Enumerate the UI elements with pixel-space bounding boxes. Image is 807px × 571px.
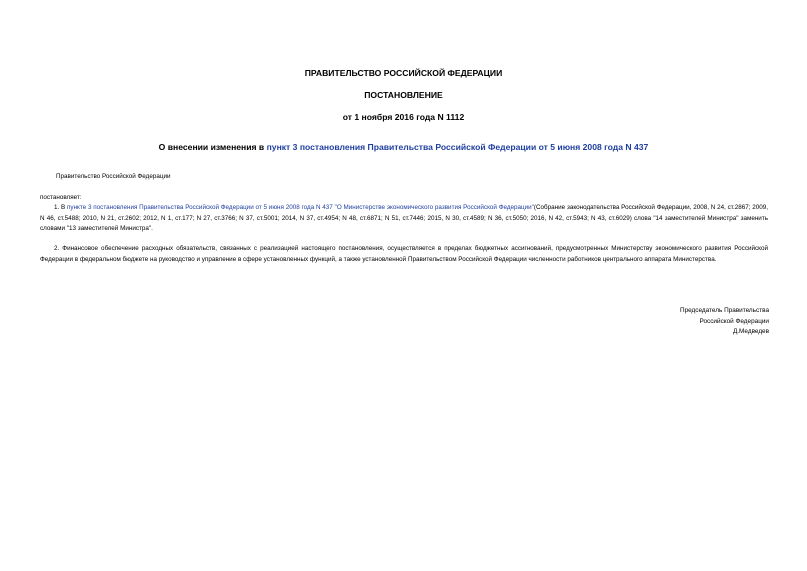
- subject-heading: [0, 142, 807, 153]
- paragraph-1-text: (Собрание законодательства Российской Федерации, 2008, N 24, ст.2867; 2009, N 46, ст.5488; 2010, N 21, ст.2602; 2012, N 1, ст.177; N 27, ст.3766; N 37, ст.5001; 2014, N 37, ст.4954; N 48, ст.6871; N 51, ст.7446; 2015, N 30, ст.4589; N 36, ст.5050; 2016, N 42, ст.5943; N 43, ст.6029) слова "14 заместителей Министра" заменить словами "13 заместителей Министра".: [40, 204, 768, 233]
- subject-reference-link[interactable]: пункт 3 постановления Правительства Российской Федерации от 5 июня 2008 года N 437: [266, 142, 649, 152]
- government-heading: ПРАВИТЕЛЬСТВО РОССИЙСКОЙ ФЕДЕРАЦИИ: [304, 68, 503, 78]
- signatory-name: Д.Медведев: [732, 328, 769, 336]
- paragraph-1-prefix: 1. В: [54, 204, 68, 211]
- paragraph-1: [40, 203, 768, 235]
- issuer-name: Правительство Российской Федерации: [56, 173, 171, 180]
- paragraph-1-title-link[interactable]: "О Министерстве экономического развития Российской Федерации": [334, 204, 534, 211]
- decides-text: постановляет:: [40, 194, 82, 201]
- paragraph-1-reference-link[interactable]: пункте 3 постановления Правительства Российской Федерации от 5 июня 2008 года N 437: [67, 204, 333, 211]
- subject-prefix: О внесении изменения в: [158, 142, 267, 152]
- date-number-heading: от 1 ноября 2016 года N 1112: [342, 112, 465, 122]
- signature-position-line2: Российской Федерации: [699, 317, 769, 325]
- document-type-heading: ПОСТАНОВЛЕНИЕ: [364, 90, 443, 100]
- signature-position-line1: Председатель Правительства: [680, 307, 769, 314]
- signature-block: [680, 306, 769, 338]
- paragraph-2: 2. Финансовое обеспечение расходных обязательств, связанных с реализацией настоящего постановления, осуществляется в пределах бюджетных ассигнований, предусмотренных Министерству экономического развития Российской Федерации в федеральном бюджете на руководство и управление в сфере установленных функций, а также установленной Правительством Российской Федерации численности работников центрального аппарата Министерства.: [40, 245, 768, 263]
